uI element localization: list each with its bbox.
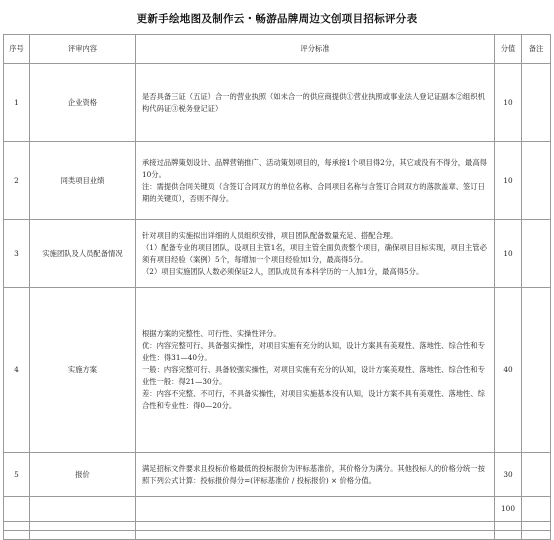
- row-remarks: [522, 453, 551, 497]
- header-criteria: 评分标准: [136, 35, 495, 64]
- row-score: 10: [495, 64, 522, 142]
- header-item: 评审内容: [30, 35, 136, 64]
- row-no: 1: [4, 64, 30, 142]
- empty-cell: [4, 522, 30, 531]
- criteria-line: （1）配备专业的项目团队，设项目主管1名，项目主管全面负责整个项目，确保项目目标实现，项目主管必须有项目经验（案例）5个，每增加一个项目经验加1分，最高得5分。: [142, 242, 487, 264]
- criteria-line: 是否具备三证（五证）合一的营业执照（如未合一的供应商提供①营业执照或事业法人登记证副本②组织机构代码证③税务登记证）: [142, 91, 485, 113]
- total-row: [4, 497, 551, 522]
- table-row: [4, 453, 551, 497]
- empty-cell: [30, 522, 136, 531]
- row-score: 10: [495, 220, 522, 288]
- empty-cell: [4, 497, 30, 522]
- row-item: 实施团队及人员配备情况: [30, 220, 136, 288]
- criteria-line: 优：内容完整可行、具备强实操性，对项目实施有充分的认知，设计方案具有美观性、落地性、综合性和专业性：得31—40分。: [142, 341, 485, 362]
- empty-cell: [522, 531, 551, 540]
- table-row: [4, 220, 551, 288]
- empty-cell: [136, 531, 495, 540]
- row-item: 企业资格: [30, 64, 136, 142]
- criteria-line: 针对项目的实施拟出详细的人员组织安排，项目团队配备数量充足、搭配合理。: [142, 230, 398, 240]
- header-score: 分值: [495, 35, 522, 64]
- empty-cell: [30, 497, 136, 522]
- empty-cell: [522, 497, 551, 522]
- criteria-line: 承接过品牌策划设计、品牌营销推广、活动策划项目的，每承接1个项目得2分，其它或没有不得分，最高得10分。: [142, 157, 487, 179]
- empty-cell: [495, 522, 522, 531]
- criteria-line: 注：需提供合同关键页（含签订合同双方的单位名称、合同项目名称与含签订合同双方的落款盖章、签订日期的关键页），否则不得分。: [142, 181, 485, 203]
- row-remarks: [522, 64, 551, 142]
- document-title: 更新手绘地图及制作云・畅游品牌周边文创项目招标评分表: [136, 13, 418, 25]
- row-no: 5: [4, 453, 30, 497]
- total-score: 100: [495, 497, 522, 522]
- table-row: [4, 64, 551, 142]
- empty-cell: [30, 531, 136, 540]
- row-score: 40: [495, 288, 522, 453]
- row-remarks: [522, 220, 551, 288]
- empty-cell: [522, 522, 551, 531]
- row-item: 实施方案: [30, 288, 136, 453]
- criteria-line: 满足招标文件要求且投标价格最低的投标报价为评标基准价，其价格分为满分。其他投标人的价格分统一按照下列公式计算：投标报价得分=(评标基准价 / 投标报价) × 价格分值。: [142, 463, 485, 485]
- row-no: 4: [4, 288, 30, 453]
- row-criteria: [136, 142, 495, 220]
- row-item: 报价: [30, 453, 136, 497]
- row-no: 3: [4, 220, 30, 288]
- row-criteria: [136, 453, 495, 497]
- header-remarks: 备注: [522, 35, 551, 64]
- scoring-table: [3, 34, 551, 540]
- row-no: 2: [4, 142, 30, 220]
- row-criteria: [136, 288, 495, 453]
- header-no: 序号: [4, 35, 30, 64]
- row-criteria: [136, 64, 495, 142]
- criteria-line: 差：内容不完整、不可行，不具备实操性，对项目实施基本没有认知，设计方案不具有美观性、落地性、综合性和专业性：得0—20分。: [142, 389, 485, 410]
- row-score: 10: [495, 142, 522, 220]
- criteria-line: 根据方案的完整性、可行性、实操性评分。: [142, 329, 281, 338]
- row-remarks: [522, 142, 551, 220]
- row-remarks: [522, 288, 551, 453]
- blank-row: [4, 522, 551, 531]
- empty-cell: [136, 522, 495, 531]
- empty-cell: [495, 531, 522, 540]
- criteria-line: 一般：内容完整可行、具备较强实操性，对项目实施有充分的认知，设计方案美观性、落地性、综合性和专业性一般：得21—30分。: [142, 365, 485, 386]
- row-score: 30: [495, 453, 522, 497]
- blank-row: [4, 531, 551, 540]
- table-header-row: [4, 35, 551, 64]
- empty-cell: [4, 531, 30, 540]
- row-item: 同类项目业绩: [30, 142, 136, 220]
- table-row: [4, 288, 551, 453]
- empty-cell: [136, 497, 495, 522]
- row-criteria: [136, 220, 495, 288]
- criteria-line: （2）项目实施团队人数必须保证2人，团队成员有本科学历的一人加1分，最高得5分。: [142, 266, 424, 276]
- table-row: [4, 142, 551, 220]
